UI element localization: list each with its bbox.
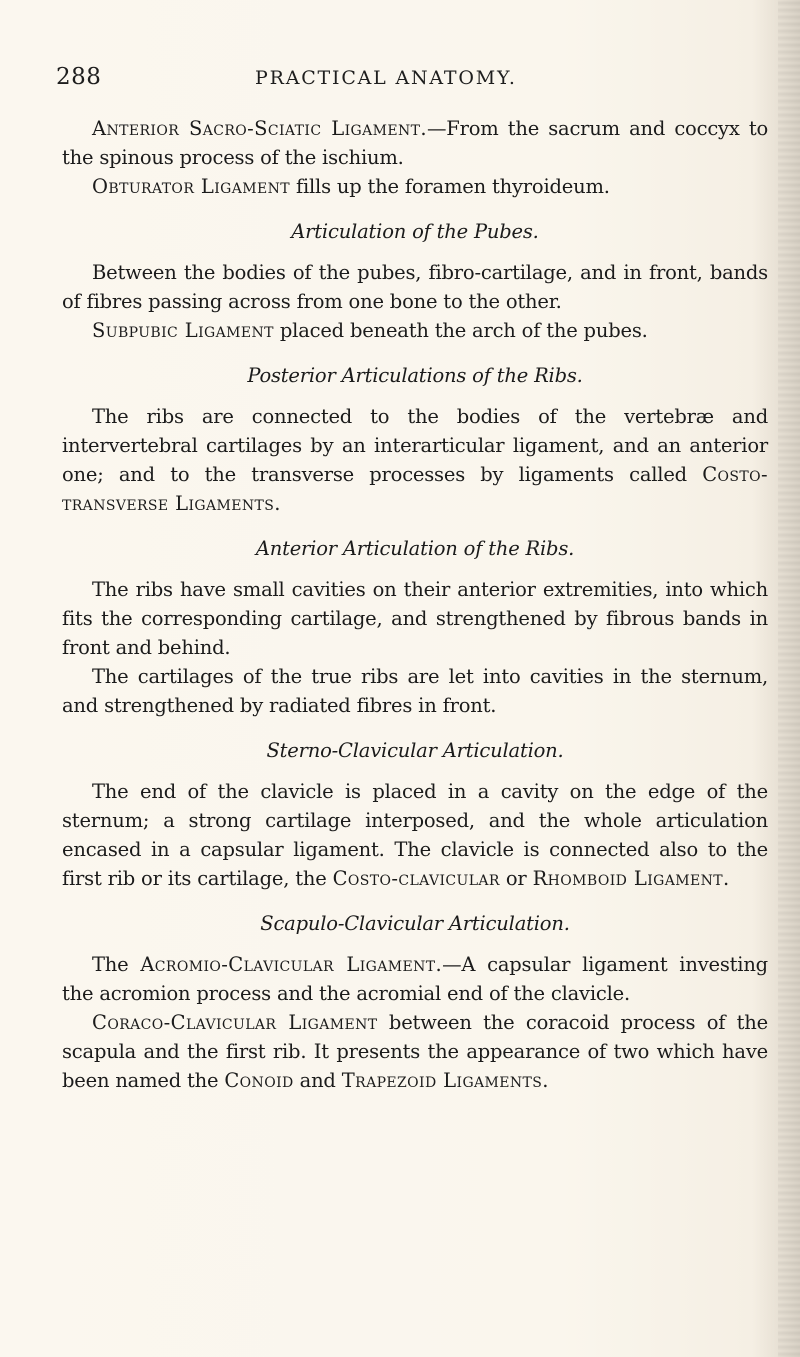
paragraph-text: between the coracoid process of the scapula and the first rib. It presents the appearance of two which have been named the — [62, 1011, 768, 1092]
ligament-term: Subpubic Ligament — [92, 319, 274, 342]
ligament-term: Anterior Sacro-Sciatic Ligament. — [92, 117, 427, 140]
paragraph-text: —A capsular ligament investing the acromion process and the acromial end of the clavicle. — [62, 953, 768, 1005]
section-pubes — [62, 217, 768, 345]
paragraph — [62, 172, 768, 201]
paragraph — [62, 114, 768, 172]
paragraph — [62, 1008, 768, 1095]
section-anterior-ribs — [62, 534, 768, 720]
section-heading: Articulation of the Pubes. — [291, 220, 539, 243]
section-heading: Sterno-Clavicular Articulation. — [266, 739, 564, 762]
section-scapulo-clavicular — [62, 909, 768, 1095]
section-heading: Anterior Articulation of the Ribs. — [255, 537, 575, 560]
paragraph-text: The ribs have small cavities on their anterior extremities, into which fits the corresponding cartilage, and strengthened by fibrous bands in front and behind. — [62, 578, 768, 659]
ligament-term: Conoid — [224, 1069, 294, 1092]
ligament-term: Coraco-Clavicular Ligament — [92, 1011, 378, 1034]
ligament-term: Trapezoid Ligaments. — [341, 1069, 549, 1092]
paragraph-text: The end of the clavicle is placed in a cavity on the edge of the sternum; a strong cartilage interposed, and the whole articulation encased in a capsular ligament. The clavicle is connected also to the first rib or its cartilage, the — [62, 780, 768, 890]
page-header — [0, 64, 800, 94]
paragraph — [62, 777, 768, 893]
paragraph-text: or — [499, 867, 533, 890]
section-posterior-ribs — [62, 361, 768, 518]
section-sterno-clavicular — [62, 736, 768, 893]
ligament-term: Rhomboid Ligament. — [532, 867, 730, 890]
ligament-term: Costo-clavicular — [332, 867, 500, 890]
paragraph — [62, 258, 768, 316]
paragraph — [62, 316, 768, 345]
paragraph — [62, 950, 768, 1008]
paragraph — [62, 575, 768, 662]
section-sacro-sciatic — [62, 114, 768, 201]
section-heading: Posterior Articulations of the Ribs. — [247, 364, 583, 387]
paragraph-text: The — [92, 953, 141, 976]
paragraph — [62, 402, 768, 518]
ligament-term: Costo-transverse Ligaments. — [62, 463, 768, 515]
page-body — [62, 114, 768, 1095]
page-edge-shadow — [778, 0, 800, 1357]
ligament-term: Obturator Ligament — [92, 175, 290, 198]
paragraph-text: placed beneath the arch of the pubes. — [273, 319, 648, 342]
paragraph-text: Between the bodies of the pubes, fibro-cartilage, and in front, bands of fibres passing across from one bone to the other. — [62, 261, 768, 313]
ligament-term: Acromio-Clavicular Ligament. — [140, 953, 443, 976]
running-head: PRACTICAL ANATOMY. — [255, 67, 517, 89]
section-heading: Scapulo-Clavicular Articulation. — [260, 912, 570, 935]
page-number: 288 — [56, 64, 102, 90]
paragraph-text: —From the sacrum and coccyx to the spinous process of the ischium. — [62, 117, 768, 169]
paragraph — [62, 662, 768, 720]
paragraph-text: The ribs are connected to the bodies of the vertebræ and intervertebral cartilages by an interarticular ligament, and an anterior one; and to the transverse processes by ligaments called — [62, 405, 768, 486]
paragraph-text: The cartilages of the true ribs are let into cavities in the sternum, and strengthened by radiated fibres in front. — [62, 665, 768, 717]
paragraph-text: and — [293, 1069, 342, 1092]
paragraph-text: fills up the foramen thyroideum. — [289, 175, 610, 198]
